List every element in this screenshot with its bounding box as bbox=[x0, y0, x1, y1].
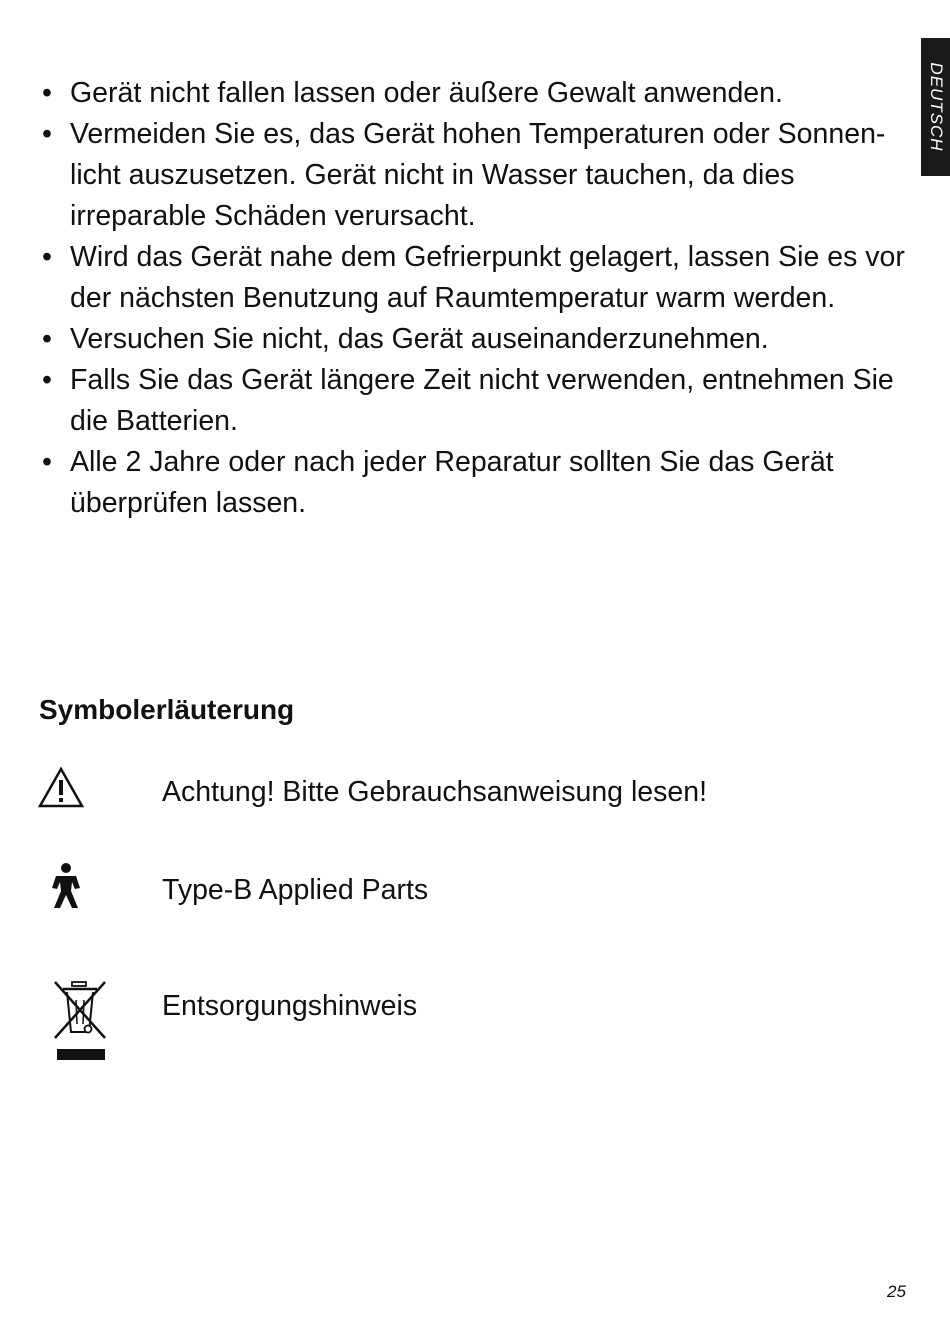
warning-triangle-icon bbox=[36, 766, 86, 815]
section-title: Symbolerläuterung bbox=[39, 694, 295, 725]
crossed-out-bin-icon bbox=[52, 980, 108, 1069]
symbol-label: Achtung! Bitte Gebrauchsanweisung lesen! bbox=[162, 776, 708, 808]
symbol-label: Type-B Applied Parts bbox=[162, 874, 429, 906]
list-item: • Gerät nicht fallen lassen oder äußere Gewalt anwenden. bbox=[40, 73, 910, 114]
type-b-person-icon bbox=[46, 862, 86, 915]
safety-instructions-list bbox=[40, 73, 910, 524]
list-item: • Versuchen Sie nicht, das Gerät auseinanderzunehmen. bbox=[40, 319, 910, 360]
symbol-row-type-b bbox=[36, 862, 896, 952]
list-item: • Vermeiden Sie es, das Gerät hohen Temperaturen oder Sonnen-licht auszusetzen. Gerät nicht in Wasser tauchen, da dies irreparable Schäden verursacht. bbox=[40, 114, 910, 237]
page-number: 25 bbox=[887, 1282, 906, 1301]
language-tab bbox=[921, 38, 950, 176]
list-item: • Alle 2 Jahre oder nach jeder Reparatur sollten Sie das Gerät überprüfen lassen. bbox=[40, 442, 910, 524]
symbol-label: Entsorgungshinweis bbox=[162, 990, 418, 1022]
symbol-row-warning bbox=[36, 766, 896, 856]
symbol-row-disposal bbox=[36, 980, 896, 1070]
list-item: • Wird das Gerät nahe dem Gefrierpunkt gelagert, lassen Sie es vor der nächsten Benutzung auf Raumtemperatur warm werden. bbox=[40, 237, 910, 319]
list-item: • Falls Sie das Gerät längere Zeit nicht verwenden, entnehmen Sie die Batterien. bbox=[40, 360, 910, 442]
language-tab-label: DEUTSCH bbox=[926, 62, 946, 152]
